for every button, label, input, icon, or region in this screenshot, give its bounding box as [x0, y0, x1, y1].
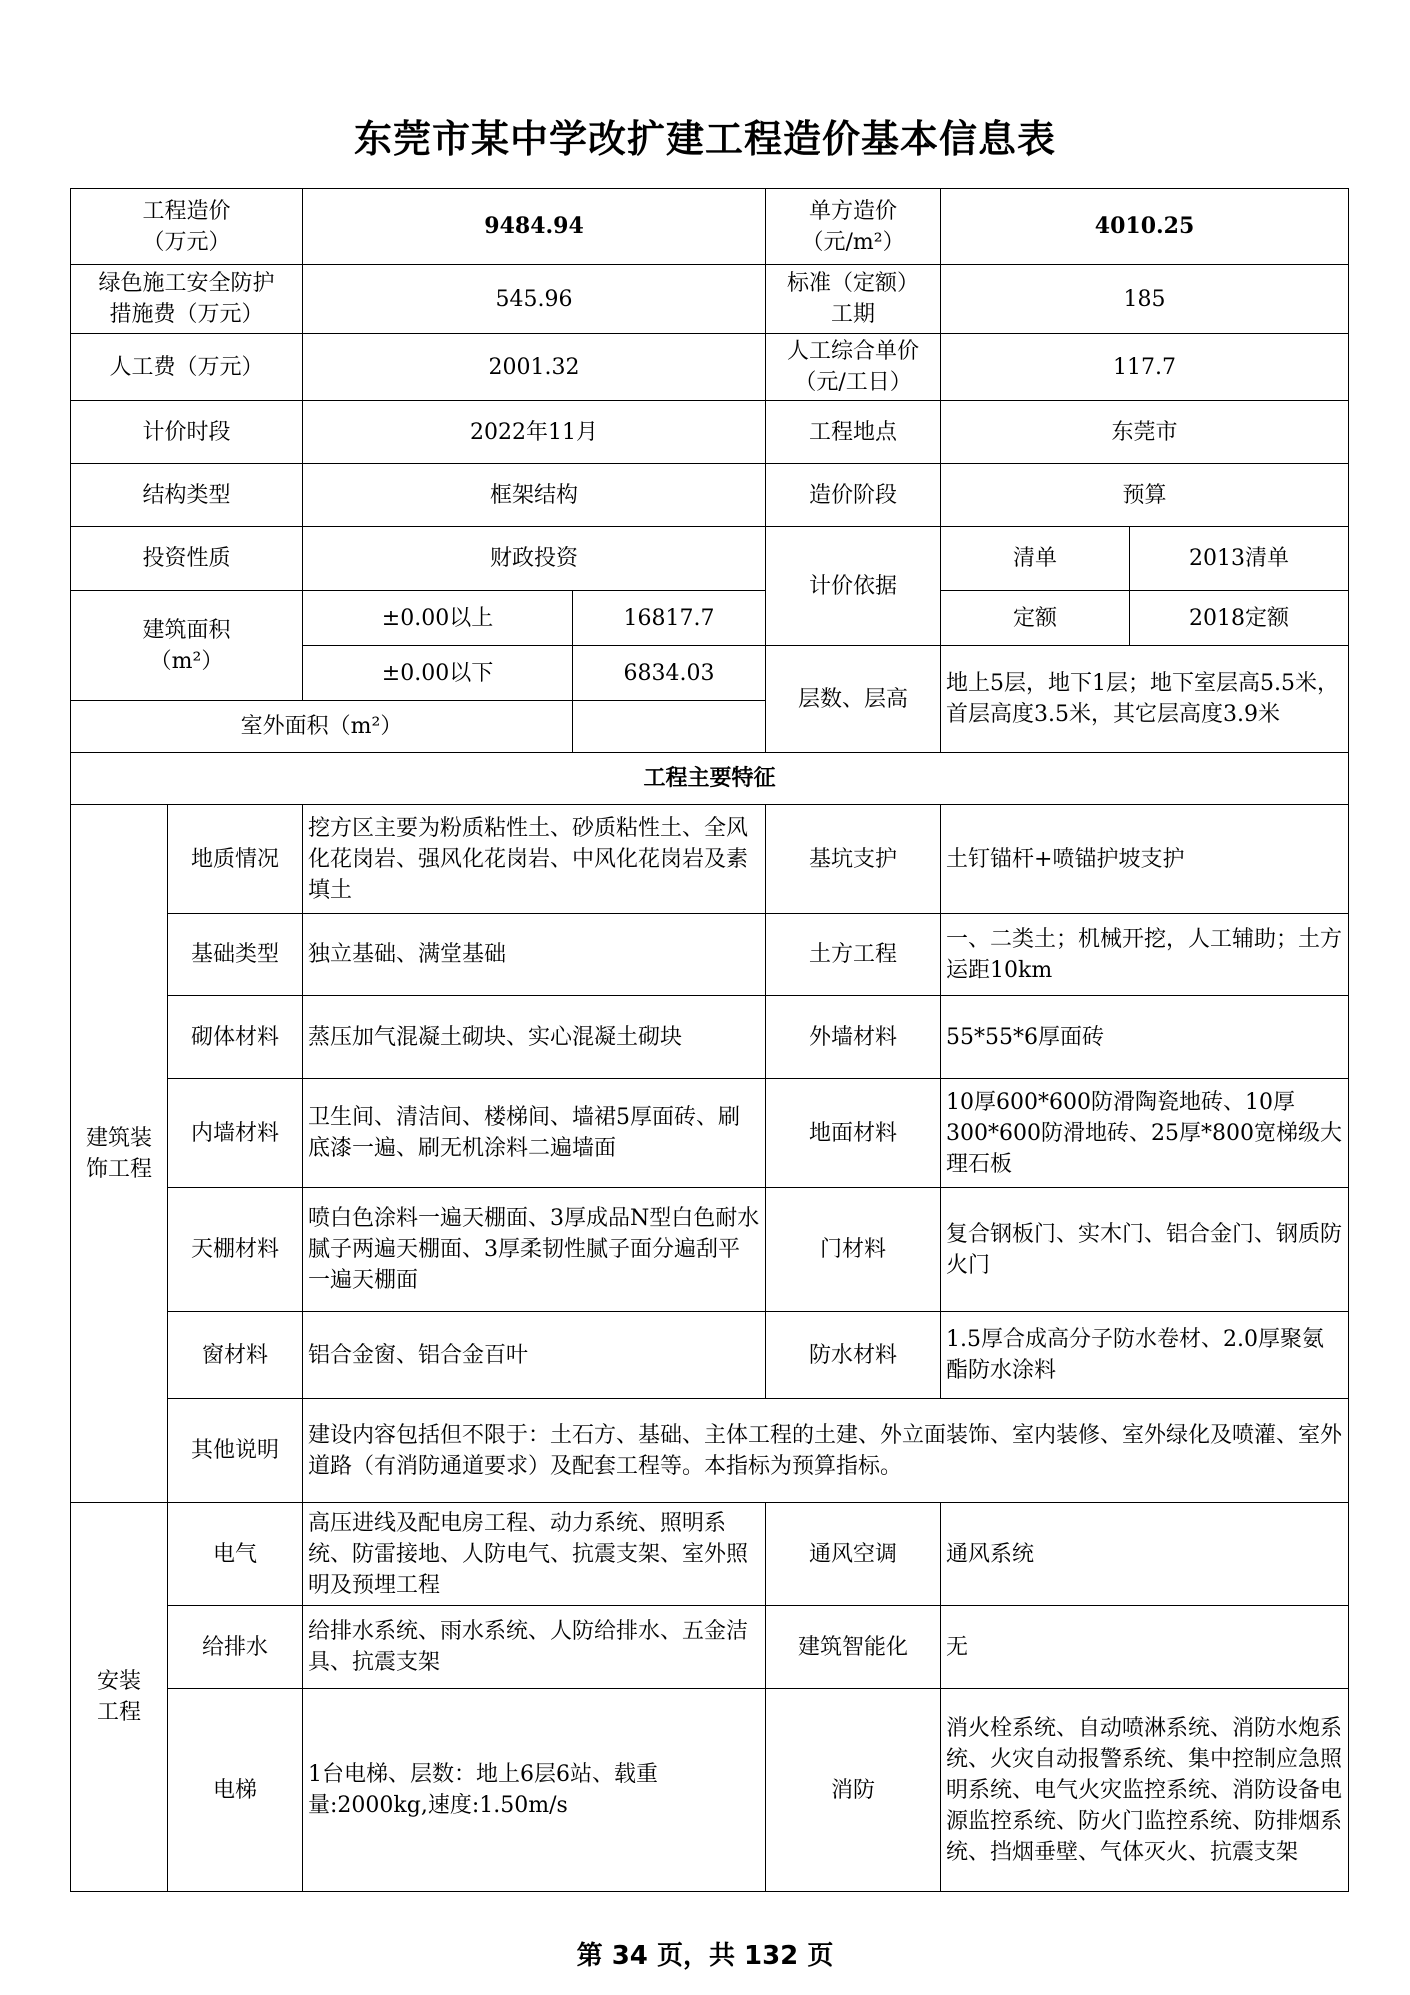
- invest-label: 投资性质: [71, 527, 303, 591]
- green-label: 绿色施工安全防护 措施费（万元）: [71, 265, 303, 334]
- table-row: [71, 996, 1349, 1079]
- period-label: 标准（定额） 工期: [766, 265, 941, 334]
- cost-value: 9484.94: [303, 189, 766, 265]
- table-row: [71, 1606, 1349, 1689]
- feature-value: 1台电梯、层数：地上6层6站、载重量:2000kg,速度:1.50m/s: [303, 1689, 766, 1892]
- time-value: 2022年11月: [303, 401, 766, 464]
- stage-value: 预算: [941, 464, 1349, 527]
- feature-value: 蒸压加气混凝土砌块、实心混凝土砌块: [303, 996, 766, 1079]
- table-row: [71, 914, 1349, 996]
- floors-label: 层数、层高: [766, 646, 941, 753]
- table-row: [71, 1399, 1349, 1503]
- page-number: 第 34 页，共 132 页: [576, 1941, 834, 1971]
- feature-value: 土钉锚杆+喷锚护坡支护: [941, 805, 1349, 914]
- stage-label: 造价阶段: [766, 464, 941, 527]
- row-labor: [71, 334, 1349, 401]
- row-area-above: [71, 591, 1349, 646]
- structure-label: 结构类型: [71, 464, 303, 527]
- time-label: 计价时段: [71, 401, 303, 464]
- table-row: [71, 1188, 1349, 1312]
- unit-cost-value: 4010.25: [941, 189, 1349, 265]
- area-below-label: ±0.00以下: [303, 646, 573, 701]
- decoration-group-label: 建筑装 饰工程: [71, 805, 168, 1503]
- area-label: 建筑面积 （m²）: [71, 591, 303, 701]
- outdoor-value: [573, 701, 766, 753]
- feature-key: 地质情况: [168, 805, 303, 914]
- feature-key: 基础类型: [168, 914, 303, 996]
- feature-key: 地面材料: [766, 1079, 941, 1188]
- area-above-value: 16817.7: [573, 591, 766, 646]
- row-invest: [71, 527, 1349, 591]
- floors-value: 地上5层，地下1层；地下室层高5.5米，首层高度3.5米，其它层高度3.9米: [941, 646, 1349, 753]
- page-title: 东莞市某中学改扩建工程造价基本信息表: [353, 116, 1056, 161]
- labor-price-value: 117.7: [941, 334, 1349, 401]
- features-header: 工程主要特征: [71, 753, 1349, 805]
- basis-quota-value: 2018定额: [1130, 591, 1349, 646]
- labor-label: 人工费（万元）: [71, 334, 303, 401]
- row-structure: [71, 464, 1349, 527]
- row-green: [71, 265, 1349, 334]
- feature-value: 建设内容包括但不限于：土石方、基础、主体工程的土建、外立面装饰、室内装修、室外绿化及喷灌、室外道路（有消防通道要求）及配套工程等。本指标为预算指标。: [303, 1399, 1349, 1503]
- invest-value: 财政投资: [303, 527, 766, 591]
- feature-value: 给排水系统、雨水系统、人防给排水、五金洁具、抗震支架: [303, 1606, 766, 1689]
- feature-key: 给排水: [168, 1606, 303, 1689]
- structure-value: 框架结构: [303, 464, 766, 527]
- feature-value: 高压进线及配电房工程、动力系统、照明系统、防雷接地、人防电气、抗震支架、室外照明及预埋工程: [303, 1503, 766, 1606]
- feature-value: 10厚600*600防滑陶瓷地砖、10厚300*600防滑地砖、25厚*800宽梯级大理石板: [941, 1079, 1349, 1188]
- feature-key: 防水材料: [766, 1312, 941, 1399]
- install-group-label: 安装 工程: [71, 1503, 168, 1892]
- feature-key: 砌体材料: [168, 996, 303, 1079]
- feature-value: 55*55*6厚面砖: [941, 996, 1349, 1079]
- green-value: 545.96: [303, 265, 766, 334]
- table-row: [71, 1689, 1349, 1892]
- feature-value: 1.5厚合成高分子防水卷材、2.0厚聚氨酯防水涂料: [941, 1312, 1349, 1399]
- labor-price-label: 人工综合单价 （元/工日）: [766, 334, 941, 401]
- row-features-header: [71, 753, 1349, 805]
- feature-value: 喷白色涂料一遍天棚面、3厚成品N型白色耐水腻子两遍天棚面、3厚柔韧性腻子面分遍刮平一遍天棚面: [303, 1188, 766, 1312]
- feature-value: 独立基础、满堂基础: [303, 914, 766, 996]
- feature-key: 基坑支护: [766, 805, 941, 914]
- basis-label: 计价依据: [766, 527, 941, 646]
- table-row: [71, 1503, 1349, 1606]
- feature-key: 其他说明: [168, 1399, 303, 1503]
- feature-key: 通风空调: [766, 1503, 941, 1606]
- area-above-label: ±0.00以上: [303, 591, 573, 646]
- feature-value: 铝合金窗、铝合金百叶: [303, 1312, 766, 1399]
- feature-value: 无: [941, 1606, 1349, 1689]
- basis-quota-label: 定额: [941, 591, 1130, 646]
- table-row: [71, 1312, 1349, 1399]
- labor-value: 2001.32: [303, 334, 766, 401]
- row-time: [71, 401, 1349, 464]
- feature-key: 电气: [168, 1503, 303, 1606]
- cost-info-table: [70, 188, 1349, 1892]
- table-row: [71, 1079, 1349, 1188]
- feature-value: 挖方区主要为粉质粘性土、砂质粘性土、全风化花岗岩、强风化花岗岩、中风化花岗岩及素填土: [303, 805, 766, 914]
- cost-label: 工程造价 （万元）: [71, 189, 303, 265]
- feature-value: 消火栓系统、自动喷淋系统、消防水炮系统、火灾自动报警系统、集中控制应急照明系统、电气火灾监控系统、消防设备电源监控系统、防火门监控系统、防排烟系统、挡烟垂壁、气体灭火、抗震支架: [941, 1689, 1349, 1892]
- location-value: 东莞市: [941, 401, 1349, 464]
- unit-cost-label: 单方造价 （元/m²）: [766, 189, 941, 265]
- feature-key: 外墙材料: [766, 996, 941, 1079]
- feature-value: 通风系统: [941, 1503, 1349, 1606]
- table-row: [71, 805, 1349, 914]
- feature-value: 卫生间、清洁间、楼梯间、墙裙5厚面砖、刷底漆一遍、刷无机涂料二遍墙面: [303, 1079, 766, 1188]
- feature-key: 窗材料: [168, 1312, 303, 1399]
- period-value: 185: [941, 265, 1349, 334]
- feature-key: 内墙材料: [168, 1079, 303, 1188]
- feature-key: 建筑智能化: [766, 1606, 941, 1689]
- feature-key: 电梯: [168, 1689, 303, 1892]
- outdoor-label: 室外面积（m²）: [71, 701, 573, 753]
- feature-key: 门材料: [766, 1188, 941, 1312]
- basis-list-label: 清单: [941, 527, 1130, 591]
- basis-list-value: 2013清单: [1130, 527, 1349, 591]
- feature-key: 天棚材料: [168, 1188, 303, 1312]
- location-label: 工程地点: [766, 401, 941, 464]
- area-below-value: 6834.03: [573, 646, 766, 701]
- feature-key: 消防: [766, 1689, 941, 1892]
- feature-value: 复合钢板门、实木门、铝合金门、钢质防火门: [941, 1188, 1349, 1312]
- feature-value: 一、二类土；机械开挖，人工辅助；土方运距10km: [941, 914, 1349, 996]
- feature-key: 土方工程: [766, 914, 941, 996]
- row-cost: [71, 189, 1349, 265]
